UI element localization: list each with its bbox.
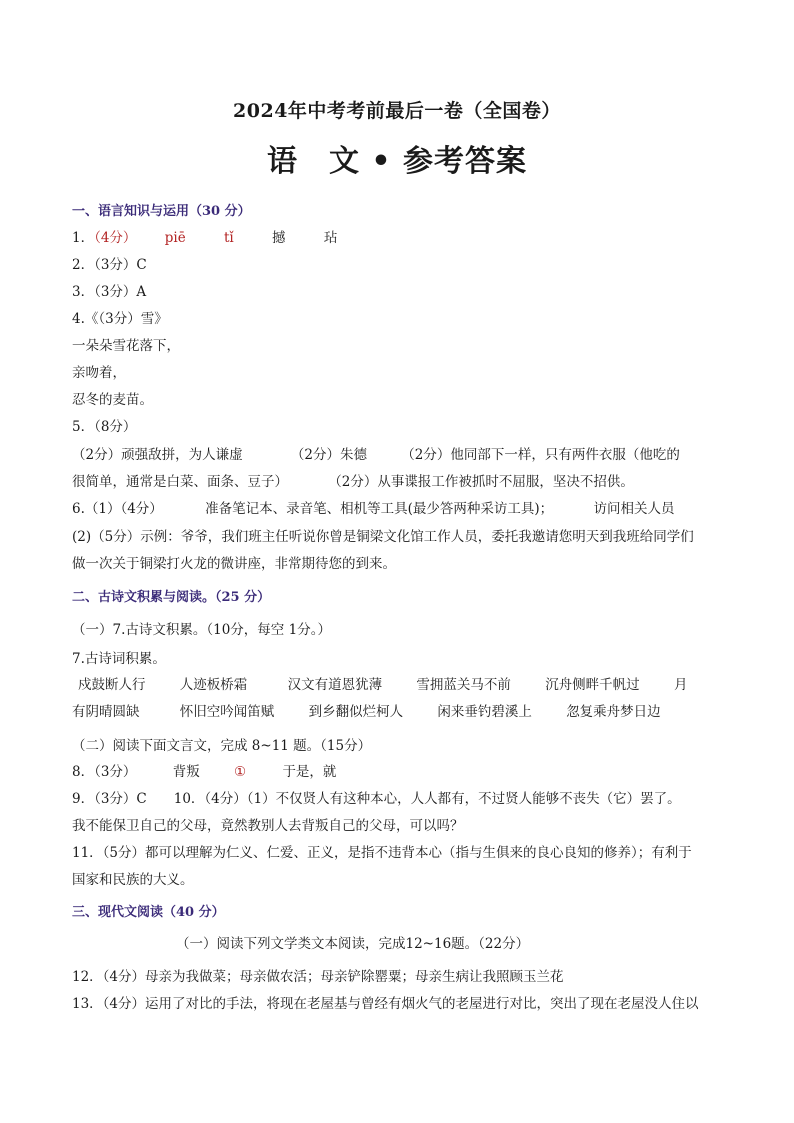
poem-answer-10: 闲来垂钓碧溪上 [437,704,532,720]
answer-q5-line2 [72,472,732,492]
q6-part-3: 访问相关人员 [593,501,675,517]
section-heading-1: 一、语言知识与运用（30 分） [72,204,251,219]
q8-answer-2: ① [234,764,247,780]
subsection-1: （一）7.古诗文积累。（10分，每空 1分。） [72,622,331,638]
poem-line-1: 一朵朵雪花落下， [72,338,180,354]
answer-q7-row2 [72,702,732,722]
answer-q12: 12．（4分）母亲为我做菜；母亲做农活；母亲铲除罂粟；母亲生病让我照顾玉兰花 [72,969,564,985]
q1-score: （4分） [94,230,137,246]
q8-answer-3: 于是，就 [282,764,337,780]
poem-answer-3: 汉文有道恩犹薄 [287,677,383,693]
answer-q5-head: 5．（8分） [72,419,137,435]
q1-number: 1． [72,230,95,246]
page-title: 语 文 • 参考答案 [266,144,528,179]
poem-answer-9: 到乡翻似烂柯人 [308,704,404,720]
answer-q13: 13．（4分）运用了对比的手法，将现在老屋基与曾经有烟火气的老屋进行对比，突出了现在老屋没人住以 [72,996,699,1012]
q1-answer-3: 撼 [272,230,286,246]
poem-answer-4: 雪拥蓝关马不前 [416,677,511,693]
poem-answer-5: 沉舟侧畔千帆过 [545,677,640,693]
q1-answer-4: 玷 [323,230,338,246]
answer-q6-line1 [72,499,732,519]
answer-q5-line1 [72,445,732,465]
poem-answer-11: 忽复乘舟梦日边 [566,704,661,720]
q6-part-2: 准备笔记本、录音笔、相机等工具(最少答两种采访工具)； [205,501,554,517]
section-heading-3: 三、现代文阅读（40 分） [72,905,225,920]
poem-line-2: 亲吻着， [72,365,126,381]
q6-part-1: 6.（1）（4分） [72,501,163,517]
answer-q2: 2．（3分）C [72,257,147,273]
answer-q6-line3: 做一次关于铜梁打火龙的微讲座，非常期待您的到来。 [72,556,396,572]
q1-answer-1: piē [164,230,186,246]
section-heading-2: 二、古诗文积累与阅读。（25 分） [72,590,271,605]
q5-part-5: （2分）从事谍报工作被抓时不屈服，坚决不招供。 [328,474,634,490]
poem-answer-6: 月 [673,677,688,693]
answer-q10-cont: 我不能保卫自己的父母，竟然教别人去背叛自己的父母，可以吗？ [72,818,464,834]
answer-q4-head: 4.《（3分）雪》 [72,311,168,327]
q5-part-3: （2分）他同部下一样，只有两件衣服（他吃的 [401,447,680,463]
q5-part-4: 很简单，通常是白菜、面条、豆子） [72,474,288,490]
subsection-3: （一）阅读下列文学类文本阅读，完成12~16题。（22分） [176,936,530,952]
poem-answer-7: 有阴晴圆缺 [72,704,140,720]
q8-answer-1: 背叛 [172,764,200,780]
answer-q6-line2: (2)（5分）示例：爷爷，我们班主任听说你曾是铜梁文化馆工作人员，委托我邀请您明天到我班给同学们 [72,529,694,545]
poem-answer-8: 怀旧空吟闻笛赋 [179,704,275,720]
poem-answer-2: 人迹板桥霜 [179,677,248,693]
q5-part-2: （2分）朱德 [290,447,367,463]
answer-q8 [72,762,732,782]
answer-q7-head: 7.古诗词积累。 [72,651,166,667]
answer-q7-row1 [72,675,732,695]
poem-answer-1: 戍鼓断人行 [78,677,146,693]
q1-answer-2: tǐ [223,230,234,246]
answer-q11-line2: 国家和民族的大义。 [72,872,194,888]
q8-label: 8．（3分） [72,764,137,780]
answer-q3: 3．（3分）A [72,284,147,300]
answer-q1 [72,228,732,248]
subsection-2: （二）阅读下面文言文，完成 8~11 题。（15分） [72,738,372,754]
exam-title: 2024年中考考前最后一卷（全国卷） [233,100,561,122]
q5-part-1: （2分）顽强敌拼，为人谦虚 [72,447,243,463]
poem-line-3: 忍冬的麦苗。 [72,392,153,408]
answer-q11-line1: 11．（5分）都可以理解为仁义、仁爱、正义，是指不违背本心（指与生俱来的良心良知的修养）；有利于 [72,845,692,861]
answer-q9-q10: 9．（3分）C 10．（4分）（1）不仅贤人有这种本心，人人都有，不过贤人能够不丧失（它）罢了。 [72,791,681,807]
